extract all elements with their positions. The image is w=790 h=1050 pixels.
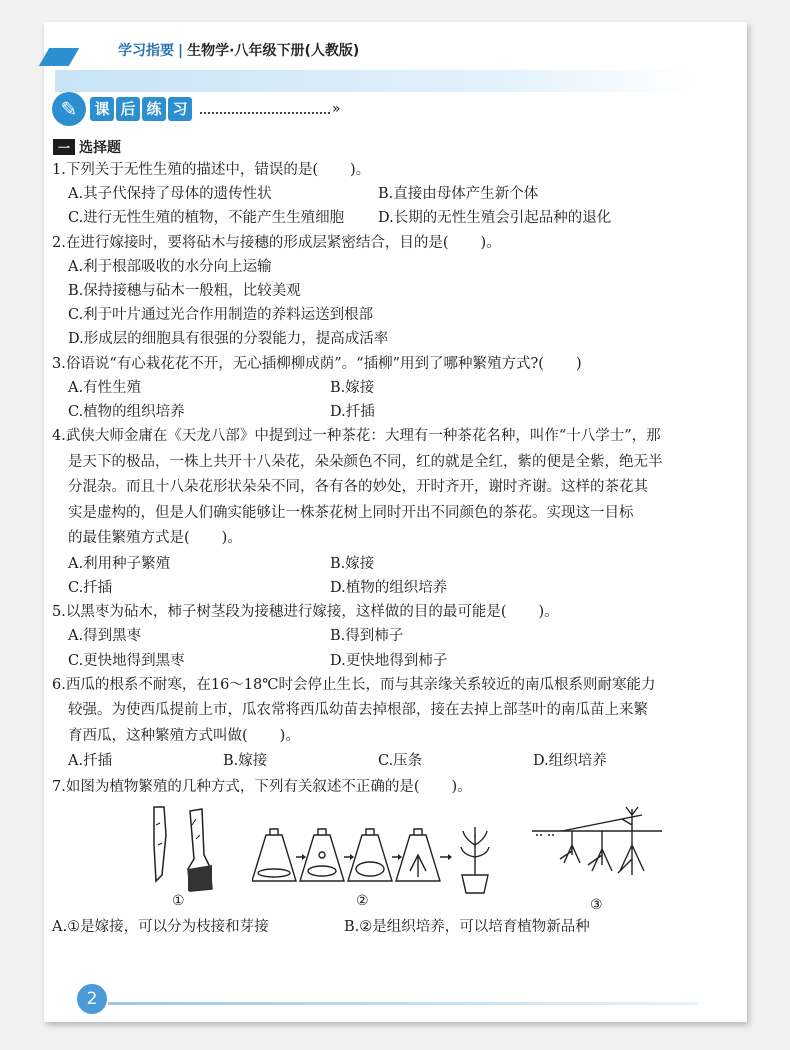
question-stem: 分混杂。而且十八朵花形状朵朵不同，各有各的妙处，开时齐开，谢时齐谢。这样的茶花其 <box>68 479 648 496</box>
footer-line <box>108 1002 698 1005</box>
grafting-illustration <box>140 805 230 895</box>
option: D.扦插 <box>330 404 375 421</box>
option: B.保持接穗与砧木一般粗，比较美观 <box>68 283 301 300</box>
question-stem: 武侠大师金庸在《天龙八部》中提到过一种茶花：大理有一种茶花名种，叫作“十八学士”，那 <box>65 428 661 445</box>
question-stem-end: )。 <box>350 162 371 178</box>
question-stem-end: )。 <box>451 778 472 795</box>
option: D.长期的无性生殖会引起品种的退化 <box>378 210 612 227</box>
option: C.扦插 <box>68 579 113 596</box>
option: A.得到黑枣 <box>68 628 142 645</box>
option: B.得到柿子 <box>330 628 404 645</box>
question-stem: 实是虚构的，但是人们确实能够让一株茶花树上同时开出不同颜色的茶花。实现这一目标 <box>68 504 634 521</box>
question-stem: 俗语说“有心栽花花不开，无心插柳柳成荫”。“插柳”用到了哪种繁殖方式?( <box>65 355 544 372</box>
question-number: 4. <box>52 428 66 445</box>
running-header <box>118 40 359 60</box>
question-number: 5. <box>52 604 66 621</box>
question-number: 1. <box>52 162 66 178</box>
dotted-leader <box>200 112 330 114</box>
section-char: 练 <box>142 97 166 121</box>
option: A.其子代保持了母体的遗传性状 <box>68 186 272 203</box>
question-number: 3. <box>52 355 66 372</box>
option: D.更快地得到柿子 <box>330 652 448 669</box>
question-stem: 在进行嫁接时，要将砧木与接穗的形成层紧密结合，目的是( <box>65 234 449 251</box>
question-stem-end: )。 <box>221 530 242 547</box>
arrow-icon: » <box>332 101 341 117</box>
option: C.利于叶片通过光合作用制造的养料运送到根部 <box>68 307 374 324</box>
reproduction-figure <box>52 805 697 913</box>
option: A.扦插 <box>68 753 113 770</box>
question-stem: 如图为植物繁殖的几种方式，下列有关叙述不正确的是( <box>65 778 420 795</box>
question-3 <box>52 352 697 425</box>
question-stem-end: )。 <box>538 604 559 621</box>
header-subtitle: 生物学·八年级下册(人教版) <box>187 43 360 59</box>
question-1 <box>52 158 697 231</box>
question-stem-end: )。 <box>279 727 300 744</box>
question-2 <box>52 231 697 352</box>
question-4 <box>52 424 697 552</box>
question-5 <box>52 600 697 673</box>
subsection-title: 选择题 <box>79 140 121 156</box>
question-number: 7. <box>52 778 66 795</box>
section-char: 习 <box>168 97 192 121</box>
page-number: 2 <box>77 984 107 1014</box>
option: B.嫁接 <box>223 753 268 770</box>
option: D.形成层的细胞具有很强的分裂能力，提高成活率 <box>68 331 389 348</box>
figure-label: ③ <box>590 896 603 913</box>
section-title <box>52 92 341 126</box>
question-stem-end: ) <box>575 355 582 372</box>
question-stem-end: )。 <box>480 234 501 251</box>
section-char: 课 <box>90 97 114 121</box>
figure-label: ② <box>356 892 369 909</box>
option: B.直接由母体产生新个体 <box>378 186 539 203</box>
header-band <box>55 70 695 92</box>
header-separator: | <box>178 43 184 59</box>
layering-illustration <box>532 805 662 897</box>
subsection-heading <box>53 137 121 157</box>
option: A.①是嫁接，可以分为枝接和芽接 <box>52 918 269 935</box>
question-6 <box>52 673 697 775</box>
question-stem: 西瓜的根系不耐寒，在16～18℃时会停止生长，而与其亲缘关系较近的南瓜根系则耐寒能力 <box>65 676 656 693</box>
question-stem: 是天下的极品，一株上共开十八朵花，朵朵颜色不同，红的就是全红，紫的便是全紫，绝无半 <box>68 453 663 470</box>
option: C.进行无性生殖的植物，不能产生生殖细胞 <box>68 210 345 227</box>
option: B.嫁接 <box>330 555 375 572</box>
question-number: 6. <box>52 676 66 693</box>
subsection-number: 一 <box>53 139 75 155</box>
option: D.植物的组织培养 <box>330 579 448 596</box>
question-stem: 育西瓜，这种繁殖方式叫做( <box>68 727 248 744</box>
option: B.嫁接 <box>330 379 375 396</box>
option: C.植物的组织培养 <box>68 404 185 421</box>
question-number: 2. <box>52 234 66 251</box>
option: A.利用种子繁殖 <box>68 555 171 572</box>
question-stem: 以黑枣为砧木，柿子树茎段为接穗进行嫁接，这样做的目的最可能是( <box>65 604 507 621</box>
question-stem: 下列关于无性生殖的描述中，错误的是( <box>65 162 318 178</box>
figure-label: ① <box>172 892 185 909</box>
option: A.利于根部吸收的水分向上运输 <box>68 258 272 275</box>
question-stem: 较强。为使西瓜提前上市，瓜农常将西瓜幼苗去掉根部，接在去掉上部茎叶的南瓜苗上来繁 <box>68 702 648 719</box>
section-char: 后 <box>116 97 140 121</box>
option: C.压条 <box>378 753 423 770</box>
option: B.②是组织培养，可以培育植物新品种 <box>344 918 590 935</box>
question-7 <box>52 775 697 799</box>
header-label: 学习指要 <box>118 43 174 59</box>
pencil-icon: ✎ <box>52 92 86 126</box>
option: C.更快地得到黑枣 <box>68 652 185 669</box>
question-list <box>52 158 697 939</box>
option: D.组织培养 <box>533 753 607 770</box>
option: A.有性生殖 <box>68 379 142 396</box>
tissue-culture-illustration <box>252 825 492 895</box>
question-stem: 的最佳繁殖方式是( <box>68 530 190 547</box>
